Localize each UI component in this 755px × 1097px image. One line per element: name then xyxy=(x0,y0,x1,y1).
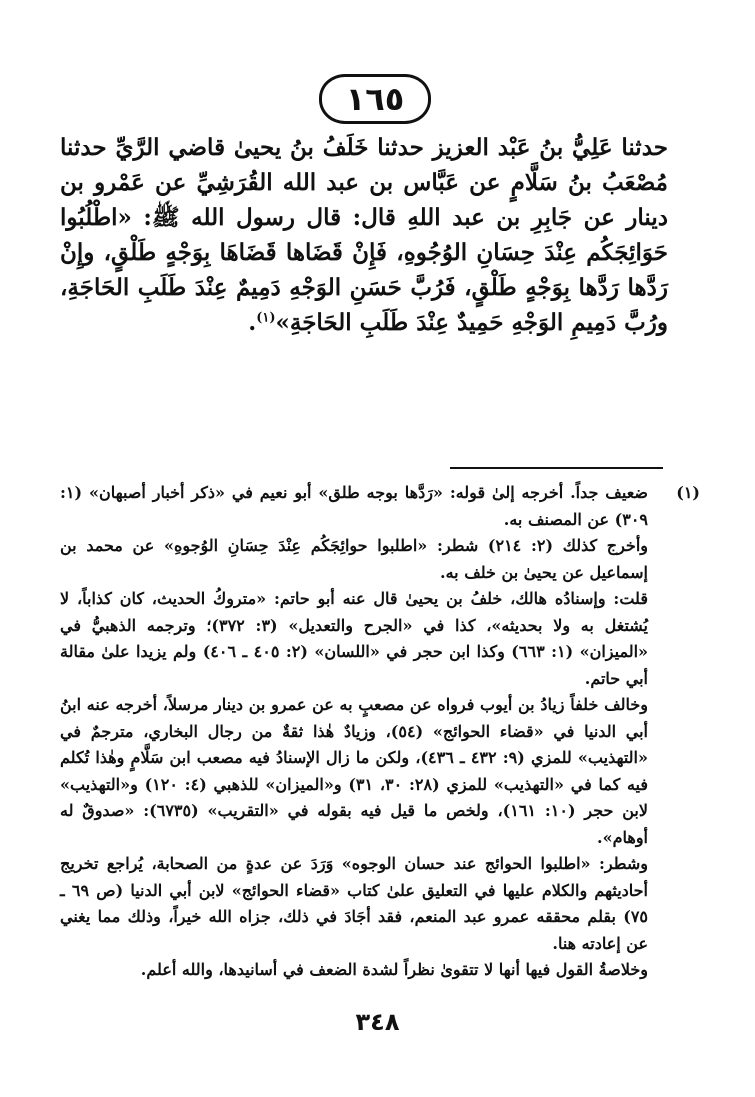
footnote-number: (١) xyxy=(676,483,700,502)
footnote-paragraph: ضعيف جداً. أخرجه إلىٰ قوله: «رَدَّها بوجه طلق» أبو نعيم في «ذكر أخبار أصبهان» (١: ٣٠٩) عن المصنف به. xyxy=(60,483,648,529)
page-number: ٣٤٨ xyxy=(355,1008,400,1036)
footnote-paragraph: وخلاصةُ القول فيها أنها لا تتقوىٰ نظراً لشدة الضعف في أسانيدها، والله أعلم. xyxy=(140,960,648,979)
footnote-paragraph: قلت: وإسنادُه هالك، خلفُ بن يحيىٰ قال عنه أبو حاتم: «متروكُ الحديث، كان كذاباً، لا يُشتغل به ولا بحديثه»، كذا في «الجرح والتعديل» (٣: ٣٧٢)؛ وترجمه الذهبيُّ في «الميزان» (١: ٦٦٣) وكذا ابن حجر في «اللسان» (٢: ٤٠٥ ـ ٤٠٦) ولم يزيدا علىٰ مقالة أبي حاتم. xyxy=(60,589,649,688)
hadith-text: حدثنا عَلِيُّ بنُ عَبْد العزيز حدثنا خَلَفُ بنُ يحيىٰ قاضي الرَّيِّ حدثنا مُصْعَبُ بنُ سَلَّامٍ عن عَبَّاس بن عبد الله القُرَشِيِّ عن عَمْرو بن دينار عن جَابِرِ بن عبد اللهِ قال: قال رسول الله ﷺ: «اطْلُبُوا حَوَائِجَكُم عِنْدَ حِسَانِ الوُجُوهِ، فَإِنْ قَضَاها قَضَاهَا بِوَجْهٍ طَلْقٍ، وإِنْ رَدَّها رَدَّها بِوَجْهٍ طَلْقٍ، فَرُبَّ حَسَنِ الوَجْهِ دَمِيمٌ عِنْدَ طَلَبِ الحَاجَةِ، ورُبَّ دَمِيمِ الوَجْهِ حَمِيدٌ عِنْدَ طَلَبِ الحَاجَةِ» xyxy=(60,134,668,336)
footnote xyxy=(60,480,700,984)
footnote-body xyxy=(60,480,648,984)
hadith-number-badge xyxy=(319,74,431,124)
footnote-paragraph: وخالف خلفاً زيادُ بن أيوب فرواه عن مصعبٍ به عن عمرو بن دينار مرسلاً، أخرجه عنه ابنُ أبي الدنيا في «قضاء الحوائج» (٥٤)، وزيادٌ هٰذا ثقةٌ من رجال البخاري، مترجمٌ في «التهذيب» للمزي (٩: ٤٣٢ ـ ٤٣٦)، ولكن ما زال الإسنادُ فيه مصعب ابن سَلَّامٍ وهٰذا تُكلم فيه كما في «التهذيب» للمزي (٢٨: ٣٠، ٣١) و«الميزان» للذهبي (٤: ١٢٠) و«التهذيب» لابن حجر (١٠: ١٦١)، ولخص ما قيل فيه بقوله في «التقريب» (٦٧٣٥): «صدوقٌ له أوهام». xyxy=(60,695,649,847)
hadith-paragraph xyxy=(60,130,668,340)
footnote-paragraph: وشطر: «اطلبوا الحوائج عند حسان الوجوه» وَرَدَ عن عدةٍ من الصحابة، يُراجع تخريج أحاديثهم والكلام عليها في التعليق علىٰ كتاب «قضاء الحوائج» لابن أبي الدنيا (ص ٦٩ ـ ٧٥) بقلم محققه عمرو عبد المنعم، فقد أجَادَ في ذلك، جزاه الله خيراً، وذلك مما يغني عن إعادته هنا. xyxy=(60,854,648,953)
footnote-separator xyxy=(450,467,663,469)
footnote-paragraph: وأخرج كذلك (٢: ٢١٤) شطر: «اطلبوا حوائِجَكُم عِنْدَ حِسَانِ الوُجوهِ» عن محمد بن إسماعيل عن يحيىٰ بن خلف به. xyxy=(60,536,648,582)
footnotes-section xyxy=(60,480,700,984)
hadith-end-punct: . xyxy=(248,309,257,336)
footnote-reference[interactable]: (١) xyxy=(256,310,276,326)
hadith-text-block xyxy=(60,130,668,340)
hadith-number: ١٦٥ xyxy=(345,80,405,118)
